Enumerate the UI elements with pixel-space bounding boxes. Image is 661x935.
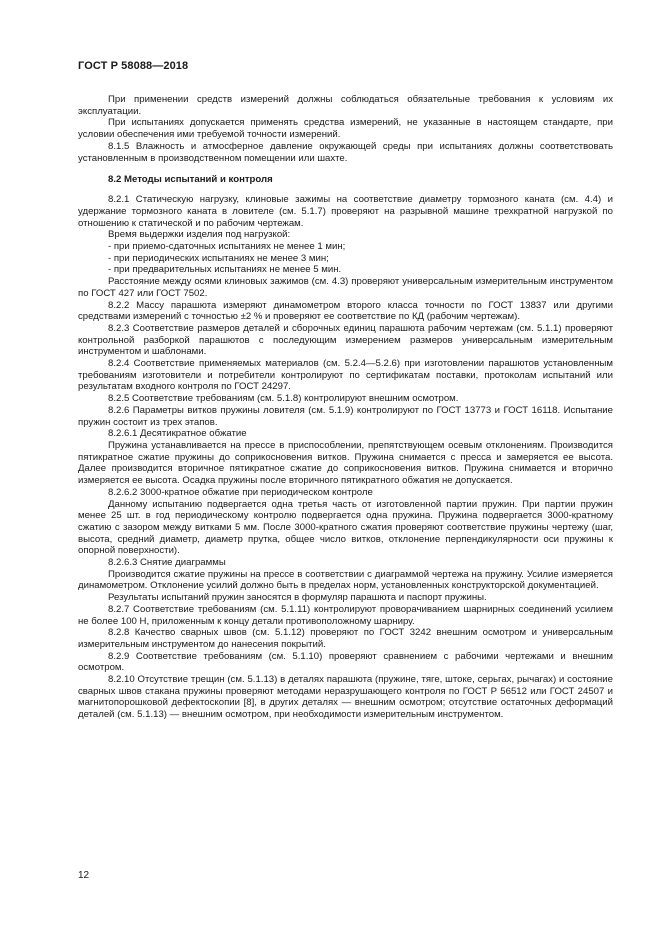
paragraph: 8.1.5 Влажность и атмосферное давление окружающей среды при испытаниях должны соответствовать установленным в производственном помещении или шахте.	[78, 140, 613, 164]
paragraph: Пружина устанавливается на прессе в приспособлении, препятствующем осевым отклонениям. Производится пятикратное сжатие пружины до соприкосновения витков. Пружина снимается с пресса и замеряется ее высота. Далее производится вторичное пятикратное сжатие до соприкосновения витков. Пружина снимается и вторично измеряется ее высота. Осадка пружины после вторичного пятикратного обжатия не допускается.	[78, 439, 613, 487]
paragraph: 8.2.9 Соответствие требованиям (см. 5.1.10) проверяют сравнением с рабочими чертежами и внешним осмотром.	[78, 650, 613, 674]
paragraph: 8.2.6 Параметры витков пружины ловителя (см. 5.1.9) контролируют по ГОСТ 13773 и ГОСТ 16118. Испытание пружин состоит из трех этапов.	[78, 404, 613, 428]
paragraph: При применении средств измерений должны соблюдаться обязательные требования к условиям их эксплуатации.	[78, 94, 613, 117]
subsection-title: 8.2.6.3 Снятие диаграммы	[108, 557, 226, 569]
section-title: 8.2 Методы испытаний и контроля	[108, 174, 273, 186]
subsection-title: 8.2.6.1 Десятикратное обжатие	[108, 428, 247, 440]
paragraph: 8.2.2 Массу парашюта измеряют динамометром второго класса точности по ГОСТ 13837 или другими средствами измерений с точностью ±2 % и проверяют ее соответствие по КД (рабочим чертежам).	[78, 299, 613, 323]
paragraph: 8.2.8 Качество сварных швов (см. 5.1.12) проверяют по ГОСТ 3242 внешним осмотром и универсальным измерительным инструментом до нанесения покрытий.	[78, 627, 613, 650]
standard-header: ГОСТ Р 58088—2018	[78, 60, 189, 72]
page-content	[78, 94, 613, 721]
paragraph: 8.2.5 Соответствие требованиям (см. 5.1.8) контролируют внешним осмотром.	[108, 393, 459, 405]
paragraph: 8.2.3 Соответствие размеров деталей и сборочных единиц парашюта рабочим чертежам (см. 5.1.1) проверяют контрольной разборкой парашютов с последующим измерением размеров универсальным измерительным инструментом и шаблонами.	[78, 322, 613, 358]
paragraph: При испытаниях допускается применять средства измерений, не указанные в настоящем стандарте, при условии обеспечения ими требуемой точности измерений.	[78, 117, 613, 141]
paragraph: 8.2.1 Статическую нагрузку, клиновые зажимы на соответствие диаметру тормозного каната (см. 4.4) и удержание тормозного каната в ловителе (см. 5.1.7) проверяют на разрывной машине трехкратной нагрузкой по отношению к статической и по рабочим чертежам.	[78, 194, 613, 229]
list-item: - при периодических испытаниях не менее 3 мин;	[108, 252, 329, 264]
paragraph: 8.2.10 Отсутствие трещин (см. 5.1.13) в деталях парашюта (пружине, тяге, штоке, серьгах, рычагах) и состояние сварных швов стакана пружины проверяют методами неразрушающего контроля по ГОСТ Р 56512 или ГОСТ 24507 и магнитопорошковой дефектоскопии [8], в других деталях — внешним осмотром; отсутствие остаточных деформаций деталей (см. 5.1.13) — внешним осмотром, при необходимости измерительным инструментом.	[78, 674, 613, 721]
paragraph: 8.2.7 Соответствие требованиям (см. 5.1.11) контролируют проворачиванием шарнирных соединений усилием не более 100 Н, приложенным к концу детали противоположному шарниру.	[78, 603, 613, 627]
paragraph: Производится сжатие пружины на прессе в соответствии с диаграммой чертежа на пружину. Усилие измеряется динамометром. Отклонение усилий должно быть в пределах норм, установленных конструкторской документацией.	[78, 568, 613, 592]
paragraph: 8.2.4 Соответствие применяемых материалов (см. 5.2.4—5.2.6) при изготовлении парашютов установленным требованиям изготовители и потребители контролируют по сертификатам поставки, протоколам испытаний или результатам входного контроля по ГОСТ 24297.	[78, 358, 613, 393]
subsection-title: 8.2.6.2 3000-кратное обжатие при периодическом контроле	[108, 486, 373, 498]
page-number: 12	[78, 870, 90, 881]
list-item: - при предварительных испытаниях не менее 5 мин.	[108, 264, 342, 276]
list-item: - при приемо-сдаточных испытаниях не менее 1 мин;	[108, 241, 346, 253]
paragraph: Данному испытанию подвергается одна третья часть от изготовленной партии пружин. При партии пружин менее 25 шт. в год периодическому контролю подвергается одна пружина. Пружина подвергается 3000-кратному сжатию с зазором между витками 5 мм. После 3000-кратного сжатия проверяют соответствие пружины чертежу (шаг, высота, средний диаметр, диаметр прутка, общее число витков, отклонение перпендикулярности оси пружины к опорной поверхности).	[78, 498, 613, 557]
paragraph: Результаты испытаний пружин заносятся в формуляр парашюта и паспорт пружины.	[108, 592, 487, 604]
paragraph: Время выдержки изделия под нагрузкой:	[108, 229, 291, 241]
paragraph: Расстояние между осями клиновых зажимов (см. 4.3) проверяют универсальным измерительным инструментом по ГОСТ 427 или ГОСТ 7502.	[78, 276, 613, 299]
